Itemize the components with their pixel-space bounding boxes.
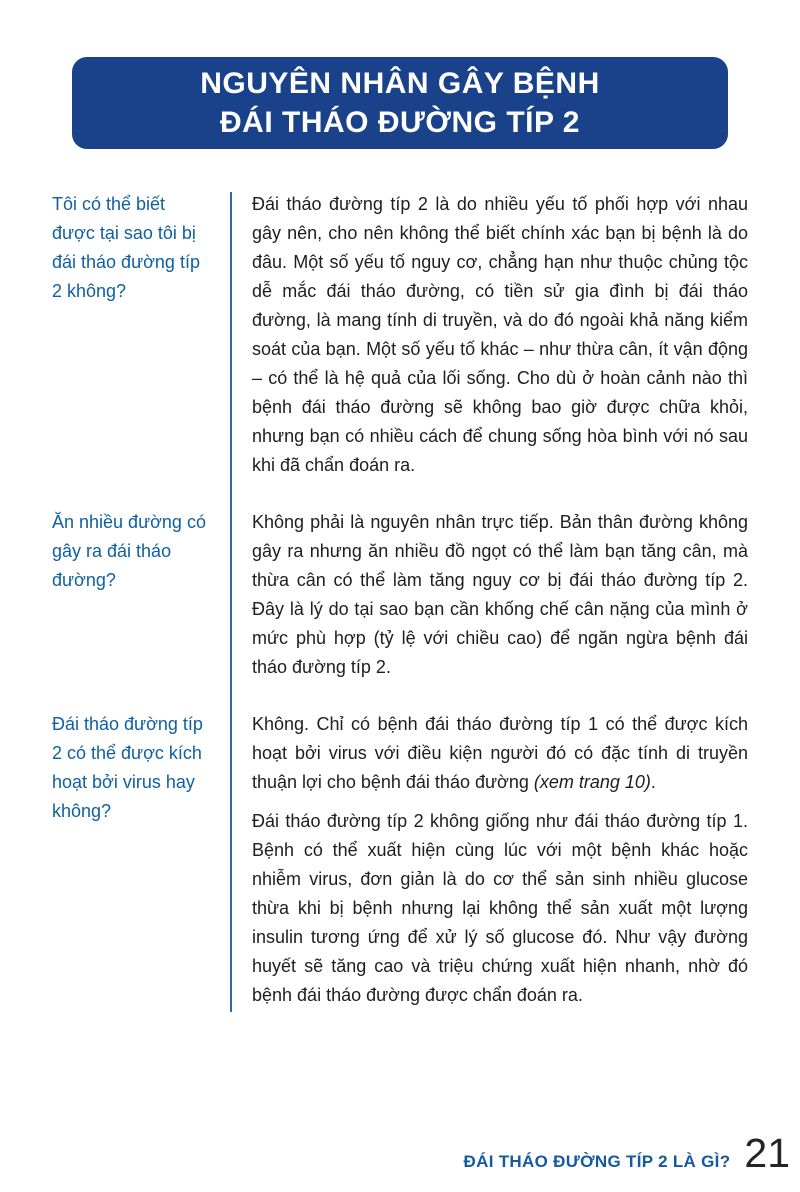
answer-text xyxy=(230,508,748,682)
chapter-title-line1: NGUYÊN NHÂN GÂY BỆNH xyxy=(200,67,600,100)
question-text: Ăn nhiều đường có gây ra đái tháo đường? xyxy=(52,512,206,590)
question-text: Đái tháo đường típ 2 có thể được kích hoạt bởi virus hay không? xyxy=(52,714,203,821)
answer-paragraph: Đái tháo đường típ 2 không giống như đái tháo đường típ 1. Bệnh có thể xuất hiện cùng lúc với một bệnh khác hoặc nhiễm virus, đơn giản là do cơ thể sản sinh nhiều glucose thừa khi bị bệnh nhưng lại không thể sản xuất một lượng insulin tương ứng để xử lý số glucose đó. Như vậy đường huyết sẽ tăng cao và triệu chứng xuất hiện nhanh, nhờ đó bệnh đái tháo đường được chẩn đoán ra. xyxy=(252,811,748,1005)
qa-content xyxy=(52,190,748,1010)
chapter-title-line2: ĐÁI THÁO ĐƯỜNG TÍP 2 xyxy=(220,106,580,139)
qa-row xyxy=(52,710,748,1010)
qa-row xyxy=(52,508,748,682)
page-footer xyxy=(463,1130,790,1176)
answer-segment: Không. Chỉ có bệnh đái tháo đường típ 1 có thể được kích hoạt bởi virus với điều kiện người đó có đặc tính di truyền thuận lợi cho bệnh đái tháo đường xyxy=(252,714,748,792)
chapter-title-banner xyxy=(72,57,728,149)
question-text: Tôi có thể biết được tại sao tôi bị đái tháo đường típ 2 không? xyxy=(52,194,200,301)
answer-paragraph: Không phải là nguyên nhân trực tiếp. Bản thân đường không gây ra nhưng ăn nhiều đồ ngọt có thể làm bạn tăng cân, mà thừa cân có thể làm tăng nguy cơ bị đái tháo đường típ 2. Đây là lý do tại sao bạn cần khống chế cân nặng của mình ở mức phù hợp (tỷ lệ với chiều cao) để ngăn ngừa bệnh đái tháo đường típ 2. xyxy=(252,512,748,677)
answer-cross-reference: (xem trang 10) xyxy=(533,772,651,792)
answer-text xyxy=(230,710,748,1010)
footer-section-label: ĐÁI THÁO ĐƯỜNG TÍP 2 LÀ GÌ? xyxy=(463,1152,731,1171)
column-divider xyxy=(230,192,232,1012)
answer-paragraph xyxy=(252,710,748,797)
answer-segment: . xyxy=(650,772,656,792)
qa-row xyxy=(52,190,748,480)
answer-text xyxy=(230,190,748,480)
page-number: 21 xyxy=(744,1130,790,1176)
answer-paragraph: Đái tháo đường típ 2 là do nhiều yếu tố phối hợp với nhau gây nên, cho nên không thể biết chính xác bạn bị bệnh là do đâu. Một số yếu tố nguy cơ, chẳng hạn như thuộc chủng tộc dễ mắc đái tháo đường, có tiền sử gia đình bị đái tháo đường, là mang tính di truyền, và do đó ngoài khả năng kiểm soát của bạn. Một số yếu tố khác – như thừa cân, ít vận động – có thể là hệ quả của lối sống. Cho dù ở hoàn cảnh nào thì bệnh đái tháo đường sẽ không bao giờ được chữa khỏi, nhưng bạn có nhiều cách để chung sống hòa bình với nó sau khi đã chẩn đoán ra. xyxy=(252,194,748,475)
